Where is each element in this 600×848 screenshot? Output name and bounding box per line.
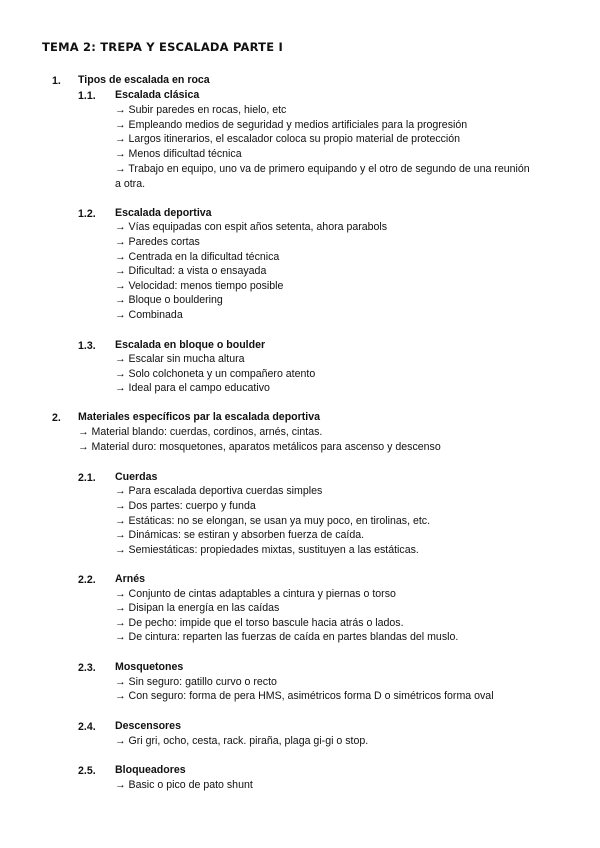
list-item: → Conjunto de cintas adaptables a cintura y piernas o torso (115, 588, 396, 600)
subsection-heading: Escalada deportiva (115, 207, 212, 219)
list-item: → Largos itinerarios, el escalador coloca su propio material de protección (115, 133, 461, 145)
list-item: → Dos partes: cuerpo y funda (115, 500, 256, 512)
list-item: → Bloque o bouldering (115, 294, 223, 306)
subsection-heading: Arnés (115, 573, 146, 585)
subsection-heading: Cuerdas (115, 471, 158, 483)
list-item: → Empleando medios de seguridad y medios artificiales para la progresión (115, 119, 468, 131)
list-item: → Menos dificultad técnica (115, 148, 242, 160)
subsection-number: 2.2. (78, 574, 96, 586)
list-item: → Semiestáticas: propiedades mixtas, sustituyen a las estáticas. (115, 544, 419, 556)
list-item: → Estáticas: no se elongan, se usan ya muy poco, en tirolinas, etc. (115, 515, 431, 527)
section-number: 1. (52, 75, 61, 87)
list-item: → Centrada en la dificultad técnica (115, 251, 280, 263)
list-item: → Escalar sin mucha altura (115, 353, 245, 365)
list-item: → De pecho: impide que el torso bascule hacia atrás o lados. (115, 617, 404, 629)
section-heading: Materiales específicos par la escalada deportiva (78, 411, 321, 423)
list-item: → Solo colchoneta y un compañero atento (115, 368, 316, 380)
subsection-number: 2.3. (78, 662, 96, 674)
list-item: → Sin seguro: gatillo curvo o recto (115, 676, 277, 688)
subsection-heading: Bloqueadores (115, 764, 186, 776)
subsection-heading: Escalada en bloque o boulder (115, 339, 266, 351)
list-item: → Disipan la energía en las caídas (115, 602, 280, 614)
list-item: → Para escalada deportiva cuerdas simples (115, 485, 323, 497)
subsection-number: 1.2. (78, 208, 96, 220)
list-item: → Basic o pico de pato shunt (115, 779, 253, 791)
list-item: → Dinámicas: se estiran y absorben fuerza de caída. (115, 529, 365, 541)
list-item: → Material duro: mosquetones, aparatos metálicos para ascenso y descenso (78, 441, 441, 453)
subsection-number: 2.5. (78, 765, 96, 777)
list-item: → De cintura: reparten las fuerzas de caída en partes blandas del muslo. (115, 631, 459, 643)
list-item: → Paredes cortas (115, 236, 200, 248)
subsection-number: 2.4. (78, 721, 96, 733)
subsection-heading: Escalada clásica (115, 89, 200, 101)
document-title: TEMA 2: TREPA Y ESCALADA PARTE I (42, 40, 283, 54)
list-item: → Subir paredes en rocas, hielo, etc (115, 104, 287, 116)
list-item: → Vías equipadas con espit años setenta, ahora parabols (115, 221, 388, 233)
list-item: → Trabajo en equipo, uno va de primero equipando y el otro de segundo de una reunión a otra. (115, 163, 530, 190)
subsection-number: 1.3. (78, 340, 96, 352)
list-item: → Con seguro: forma de pera HMS, asimétricos forma D o simétricos forma oval (115, 690, 494, 702)
list-item: → Dificultad: a vista o ensayada (115, 265, 267, 277)
subsection-heading: Mosquetones (115, 661, 184, 673)
list-item: → Material blando: cuerdas, cordinos, arnés, cintas. (78, 426, 323, 438)
list-item: → Ideal para el campo educativo (115, 382, 270, 394)
section-number: 2. (52, 412, 61, 424)
subsection-number: 1.1. (78, 90, 96, 102)
subsection-heading: Descensores (115, 720, 181, 732)
list-item: → Velocidad: menos tiempo posible (115, 280, 284, 292)
list-item: → Combinada (115, 309, 183, 321)
subsection-number: 2.1. (78, 472, 96, 484)
section-heading: Tipos de escalada en roca (78, 74, 210, 86)
list-item: → Gri gri, ocho, cesta, rack. piraña, plaga gi-gi o stop. (115, 735, 369, 747)
